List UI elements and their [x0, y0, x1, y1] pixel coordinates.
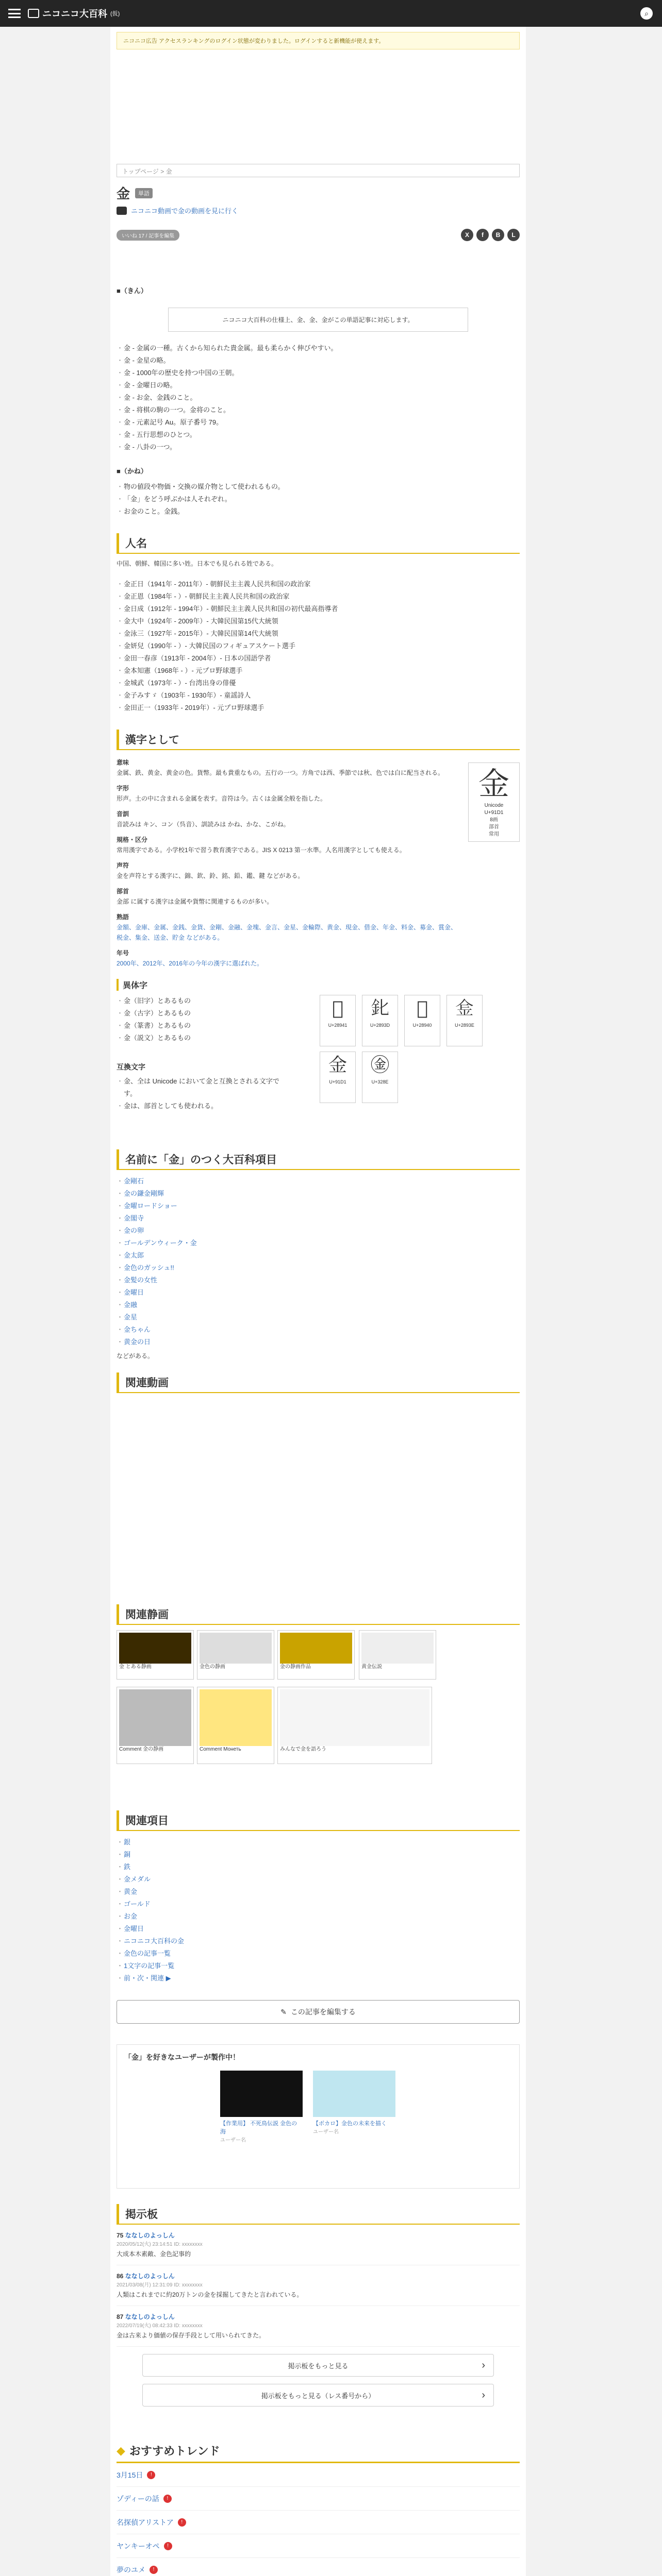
main-content [110, 27, 526, 2576]
list-item: ・ 金（旧字）とあるもの [117, 995, 292, 1007]
thumb-caption: Comment Монеть [200, 1747, 241, 1752]
list-item[interactable]: ・ 金本知憲（1968年 - ）- 元プロ野球選手 [117, 665, 520, 677]
list-item[interactable]: ・ 銅 [117, 1849, 520, 1861]
post-date: 2021/03/08(月) 12:31:09 ID: xxxxxxxx [117, 2282, 203, 2288]
kanji-block [117, 757, 520, 969]
list-item: ・ 金は、部首としても使われる。 [117, 1100, 292, 1112]
kanji-sec-title: 熟語 [117, 913, 129, 921]
list-item: ・ 金（篆書）とあるもの [117, 1020, 292, 1032]
list-item[interactable]: ・ 1文字の記事一覧 [117, 1960, 520, 1972]
x-share-icon[interactable]: X [461, 229, 473, 241]
list-item[interactable]: ・ 金泳三（1927年 - 2015年）- 大韓民国第14代大統領 [117, 628, 520, 640]
section-related-video: 関連動画 [117, 1372, 520, 1393]
glyph-card [320, 1052, 356, 1103]
compat-block [117, 1062, 292, 1112]
fan-card[interactable] [220, 2071, 303, 2143]
section-kanji: 漢字として [117, 730, 520, 750]
list-item[interactable]: ・ 金太郎 [117, 1249, 520, 1262]
list-item: ・ 「金」をどう呼ぶかは人それぞれ。 [117, 493, 520, 505]
reading-kin: ■（きん） [117, 287, 147, 295]
line-share-icon[interactable]: L [507, 229, 520, 241]
post-author[interactable]: ななしのよっしん [125, 2232, 175, 2239]
thumb-caption: 金の静画作品 [280, 1664, 311, 1670]
glyph-card [362, 1052, 398, 1103]
trend-label: 名探偵アリストア [117, 2518, 174, 2527]
list-item[interactable]: ・ 金メダル [117, 1873, 520, 1886]
kanji-sec-text: 形声。土の中に含まれる金属を表す。音符は今。古くは金属全般を指した。 [117, 795, 327, 802]
post-author[interactable]: ななしのよっしん [125, 2313, 175, 2320]
thumb-caption: 黄金伝説 [361, 1664, 382, 1670]
list-item[interactable]: ・ 金星 [117, 1311, 520, 1324]
list-item[interactable]: ・ 金田一春彦（1913年 - 2004年）- 日本の国語学者 [117, 652, 520, 665]
thumb-image [200, 1633, 272, 1664]
list-item[interactable]: ・ ニコニコ大百科の金 [117, 1935, 520, 1947]
list-item[interactable]: ・ 金田正一（1933年 - 2019年）- 元プロ野球選手 [117, 702, 520, 714]
post-date: 2022/07/19(火) 08:42:33 ID: xxxxxxxx [117, 2323, 203, 2329]
thumb-image [280, 1689, 429, 1746]
spec-note: ニコニコ大百科の仕様上、金、金、金がこの単語記事に対応します。 [168, 308, 468, 332]
list-item: ・ 金 - 金星の略。 [117, 354, 520, 367]
list-item[interactable]: ・ 鉄 [117, 1861, 520, 1873]
glyph-card [446, 995, 483, 1046]
thumb-image [280, 1633, 352, 1664]
list-item: ・ 金 - お金、金銭のこと。 [117, 392, 520, 404]
thumb-grid [117, 1625, 520, 1810]
section-names: 人名 [117, 533, 520, 554]
kanji-sec-title: 声符 [117, 862, 129, 869]
kanji-sec-title: 年号 [117, 950, 129, 957]
list-item[interactable]: ・ 銀 [117, 1836, 520, 1849]
meaning-list-kin [117, 342, 520, 453]
kanji-strokes: 8画 [490, 817, 498, 823]
kanji-sec-title: 部首 [117, 888, 129, 895]
kanji-glyph: 金 [478, 766, 509, 802]
kanji-sec-text: 音読みは キン、コン（呉音）、訓読みは かね、かな、こがね。 [117, 821, 290, 828]
name-items-list [117, 1175, 520, 1348]
thumb-image [119, 1633, 191, 1664]
list-item: ・ 金 - 1000年の歴史を持つ中国の王朝。 [117, 367, 520, 379]
glyph-code: U+328E [371, 1079, 389, 1084]
list-item[interactable]: ・ 金日成（1912年 - 1994年）- 朝鮮民主主義人民共和国の初代最高指導者 [117, 603, 520, 615]
image-thumb[interactable] [359, 1630, 436, 1680]
hamburger-menu-icon[interactable] [8, 9, 21, 18]
glyph-card [320, 995, 356, 1046]
fan-card-author: ユーザー名 [313, 2129, 339, 2135]
list-item: ・ 金 - 元素記号 Au。原子番号 79。 [117, 416, 520, 429]
kanji-sec-title: 音訓 [117, 810, 129, 818]
list-item[interactable]: ・ 黄金の日 [117, 1336, 520, 1348]
trend-item[interactable] [117, 2511, 520, 2534]
post-text: 大成本木素敵、金色記事的 [117, 2250, 191, 2258]
image-thumb[interactable] [277, 1630, 355, 1680]
list-item: ・ 金（説文）とあるもの [117, 1032, 292, 1044]
kanji-sec-text: 金部 に属する漢字は金属や貨幣に関連するものが多い。 [117, 898, 273, 905]
fan-card-title: 【ボカロ】金色の未来を描く [313, 2121, 387, 2127]
variants-block [117, 995, 520, 1134]
trend-icon: ◆ [117, 2444, 125, 2457]
trend-item[interactable] [117, 2534, 520, 2558]
subsection-variants: 異体字 [117, 979, 520, 991]
thumb-image [119, 1689, 191, 1746]
kanji-sec-text: 常用漢字である。小学校1年で習う教育漢字である。JIS X 0213 第一水準。人名用漢字としても使える。 [117, 846, 406, 854]
kanji-radical: 部首 [489, 824, 499, 830]
names-list [117, 578, 520, 714]
video-link[interactable]: ニコニコ動画で金の動画を見に行く [131, 207, 239, 215]
post-date: 2020/05/12(火) 23:14:51 ID: xxxxxxxx [117, 2242, 203, 2247]
kanji-sec-title: 意味 [117, 759, 129, 766]
list-item: ・ 金、全は Unicode において金と互換とされる文字です。 [117, 1075, 292, 1100]
section-bbs: 掲示板 [117, 2204, 520, 2225]
trends-heading [117, 2443, 520, 2463]
glyph-card [404, 995, 440, 1046]
page-title: 金 [117, 186, 130, 201]
list-item[interactable]: ・ 金正日（1941年 - 2011年）- 朝鮮民主主義人民共和国の政治家 [117, 578, 520, 590]
reading-kane: ■（かね） [117, 467, 147, 475]
bbs-more-res-button[interactable]: 掲示板をもっと見る（レス番号から） › [142, 2384, 494, 2406]
trend-label: 3月15日 [117, 2470, 143, 2479]
fans-heading: 「金」を好きなユーザーが製作中！ [124, 2053, 240, 2061]
list-item[interactable]: ・ お金 [117, 1910, 520, 1923]
glyph-code: U+28941 [328, 1023, 347, 1028]
trend-label: ヤンキーオペ [117, 2541, 160, 2550]
glyph-char: 𨥀 [417, 998, 428, 1019]
thumb-caption: みんなで金を語ろう [280, 1747, 326, 1752]
list-item[interactable]: ・ 金曜日 [117, 1286, 520, 1299]
kanji-sec-title: 規格・区分 [117, 836, 148, 843]
list-item[interactable]: ・ 黄金 [117, 1886, 520, 1898]
list-item[interactable]: ・ 金曜日 [117, 1923, 520, 1935]
list-item[interactable]: ・ 金閣寺 [117, 1212, 520, 1225]
fan-card-author: ユーザー名 [220, 2138, 246, 2143]
list-item[interactable]: ・ 金の卵 [117, 1225, 520, 1237]
list-item[interactable]: ・ 金髪の女性 [117, 1274, 520, 1286]
post-text: 金は古来より価値の保存手段として用いられてきた。 [117, 2332, 266, 2339]
thumb-image [200, 1689, 272, 1746]
image-thumb[interactable] [197, 1687, 274, 1764]
bbs-post [117, 2225, 520, 2265]
thumb-image [361, 1633, 434, 1664]
list-item[interactable]: ・ 金大中（1924年 - 2009年）- 大韓民国第15代大統領 [117, 615, 520, 628]
list-item: ・ 金 - 金属の一種。古くから知られた貴金属。最も柔らかく伸びやすい。 [117, 342, 520, 354]
kanji-sec-text: 2000年、2012年、2016年の今年の漢字に選ばれた。 [117, 960, 263, 967]
glyph-char: 𨤾 [455, 998, 474, 1019]
trends-title: おすすめトレンド [129, 2445, 220, 2458]
list-item: ・ 金 - 五行思想のひとつ。 [117, 429, 520, 441]
kanji-sec-text: 金額、金庫、金属、金銭、金貨、金剛、金融、金塊、金言、金星、金輪際、黄金、現金、借金、年金、料金、募金、賞金、税金、集金、送金、貯金 などがある。 [117, 924, 457, 941]
kanji-sec-title: 字形 [117, 785, 129, 792]
edit-article-label: この記事を編集する [290, 2008, 356, 2016]
trend-item[interactable] [117, 2463, 520, 2487]
list-item[interactable]: ・ 金色の記事一覧 [117, 1947, 520, 1960]
name-items-footer: などがある。 [117, 1352, 154, 1360]
list-item: ・ 金（古字）とあるもの [117, 1007, 292, 1020]
meta-pill[interactable]: いいね 17 / 記事を編集 [117, 230, 179, 241]
trend-label: ゾディーの話 [117, 2494, 159, 2503]
list-item[interactable]: ・ 金城武（1973年 - ）- 台湾出身の俳優 [117, 677, 520, 689]
bbs-more-button[interactable]: 掲示板をもっと見る › [142, 2354, 494, 2377]
glyph-code: U+28940 [412, 1023, 432, 1028]
kanji-sec-text: 金属、鉄、黄金、黄金の色。貨幣。最も貴重なもの。五行の一つ。方角では西、季節では秋、色では白に配当される。 [117, 769, 444, 776]
image-thumb[interactable] [117, 1687, 194, 1764]
list-item[interactable]: ・ 金ちゃん [117, 1324, 520, 1336]
post-number: 75 [117, 2232, 124, 2239]
meaning-list-kane [117, 481, 520, 518]
compat-heading: 互換文字 [117, 1063, 145, 1071]
related-video-area [117, 1393, 520, 1589]
glyph-code: U+2893D [370, 1023, 390, 1028]
edit-article-button[interactable] [117, 2000, 520, 2024]
list-item: ・ 金 - 八卦の一つ。 [117, 441, 520, 453]
image-thumb[interactable] [197, 1630, 274, 1680]
category-badge: 単語 [135, 188, 153, 198]
fan-card[interactable] [313, 2071, 395, 2135]
list-item: ・ 金 - 金曜日の略。 [117, 379, 520, 392]
section-name-items: 名前に「金」のつく大百科項目 [117, 1149, 520, 1170]
post-text: 人類はこれまでに約20万トンの金を採掘してきたと言われている。 [117, 2291, 303, 2298]
variants-list [117, 995, 292, 1044]
image-thumb[interactable] [277, 1687, 432, 1764]
hot-icon: ! [163, 2495, 172, 2503]
fan-card-image [220, 2071, 303, 2117]
list-item[interactable]: ・ 金融 [117, 1299, 520, 1311]
share-buttons [461, 229, 520, 241]
ad-space [117, 49, 520, 137]
trend-item[interactable] [117, 2487, 520, 2511]
pencil-icon: ✎ [280, 2007, 287, 2016]
hot-icon: ! [178, 2518, 186, 2527]
hot-icon: ! [147, 2471, 155, 2479]
kanji-type: 常用 [489, 832, 499, 837]
hot-icon: ! [164, 2542, 172, 2550]
related-items-list [117, 1836, 520, 1985]
hot-icon: ! [150, 2566, 158, 2574]
list-item: ・ お金のこと。金銭。 [117, 505, 520, 518]
section-related-items: 関連項目 [117, 1810, 520, 1831]
bbs-post [117, 2306, 520, 2347]
fan-card-title: 【作業用】 不死鳥伝説 金色の海 [220, 2121, 297, 2135]
names-intro: 中国、朝鮮、韓国に多い姓。日本でも見られる姓である。 [117, 560, 278, 567]
hatena-share-icon[interactable]: B [492, 229, 504, 241]
list-item[interactable]: ・ 金の鎌金剛輝 [117, 1188, 520, 1200]
site-sub: (仮) [110, 11, 120, 17]
site-logo[interactable] [28, 7, 120, 20]
thumb-caption: 金 とある静画 [119, 1664, 152, 1670]
thumb-caption: Comment 金の静画 [119, 1747, 164, 1752]
notice-banner[interactable]: ニコニコ広告 アクセスランキングのログイン状態が変わりました。ログインすると新機能が使えます。 [117, 32, 520, 49]
list-item[interactable]: ・ ゴールデンウィーク・金 [117, 1237, 520, 1249]
list-item[interactable]: ・ 金妍兒（1990年 - ）- 大韓民国のフィギュアスケート選手 [117, 640, 520, 652]
fan-card-image [313, 2071, 395, 2117]
glyph-char: 𨥁 [332, 998, 343, 1019]
list-item[interactable]: ・ ゴールド [117, 1898, 520, 1910]
breadcrumb[interactable]: トップページ > 金 [117, 164, 520, 177]
list-item[interactable]: ・ 金剛石 [117, 1175, 520, 1188]
list-item: ・ 金 - 将棋の駒の一つ。金将のこと。 [117, 404, 520, 416]
kanji-code: U+91D1 [484, 810, 504, 816]
glyph-char: ㊎ [370, 1055, 389, 1076]
search-icon[interactable]: ⌕ [640, 7, 653, 20]
list-item[interactable]: ・ 金子みすゞ（1903年 - 1930年）- 童謡詩人 [117, 689, 520, 702]
kanji-unicode-label: Unicode [484, 803, 504, 808]
kanji-sec-text: 金を声符とする漢字に、錦、欽、鈴、銘、鉛、鑑、鍵 などがある。 [117, 872, 304, 879]
glyph-char: 𨤽 [370, 998, 389, 1019]
list-item[interactable]: ・ 金色のガッシュ!! [117, 1262, 520, 1274]
list-item[interactable]: ・ 前・次・関連 ▶ [117, 1972, 520, 1985]
trend-item[interactable] [117, 2558, 520, 2576]
glyph-card [362, 995, 398, 1046]
image-thumb[interactable] [117, 1630, 194, 1680]
thumb-caption: 金色の静画 [200, 1664, 225, 1670]
post-number: 86 [117, 2273, 124, 2280]
tv-icon [28, 9, 39, 18]
compat-list [117, 1075, 292, 1112]
top-bar [0, 0, 662, 27]
list-item[interactable]: ・ 金曜ロードショー [117, 1200, 520, 1212]
video-icon [117, 207, 127, 215]
post-author[interactable]: ななしのよっしん [125, 2273, 175, 2280]
facebook-share-icon[interactable]: f [476, 229, 489, 241]
section-related-image: 関連静画 [117, 1604, 520, 1625]
bbs-post [117, 2265, 520, 2306]
kanji-card [468, 762, 520, 842]
trend-label: 夢のユメ [117, 2565, 145, 2574]
site-name: ニコニコ大百科 [42, 9, 107, 19]
post-number: 87 [117, 2313, 124, 2320]
glyph-code: U+91D1 [329, 1079, 346, 1084]
list-item[interactable]: ・ 金正恩（1984年 - ）- 朝鮮民主主義人民共和国の政治家 [117, 590, 520, 603]
list-item: ・ 物の値段や物価・交換の媒介物として使われるもの。 [117, 481, 520, 493]
fans-panel [117, 2044, 520, 2189]
glyph-char: 金 [328, 1055, 347, 1076]
glyph-code: U+2893E [455, 1023, 474, 1028]
